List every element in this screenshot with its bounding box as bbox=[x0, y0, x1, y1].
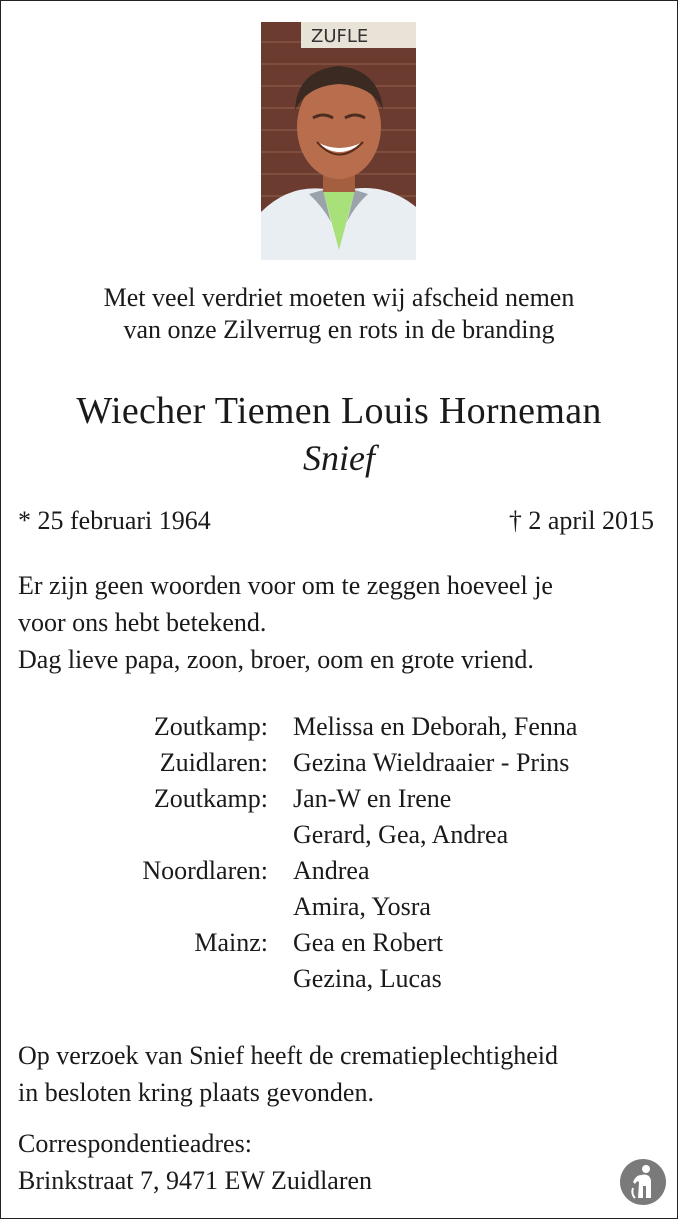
family-row bbox=[0, 784, 678, 820]
message-line-1: Er zijn geen woorden voor om te zeggen hoeveel je bbox=[18, 571, 553, 600]
death-date: † 2 april 2015 bbox=[508, 506, 654, 535]
family-names: Jan-W en Irene bbox=[293, 784, 452, 813]
closing-line-2: in besloten kring plaats gevonden. bbox=[18, 1078, 374, 1107]
closing-line-1: Op verzoek van Snief heeft de crematieplechtigheid bbox=[18, 1041, 558, 1070]
family-place: Zoutkamp: bbox=[153, 712, 268, 741]
memorial-figure-icon bbox=[619, 1158, 667, 1206]
family-names: Andrea bbox=[293, 856, 370, 885]
family-names: Melissa en Deborah, Fenna bbox=[293, 712, 578, 741]
intro-line-1: Met veel verdriet moeten wij afscheid nemen bbox=[103, 283, 575, 312]
family-row bbox=[0, 820, 678, 856]
family-names: Gezina Wieldraaier - Prins bbox=[293, 748, 570, 777]
family-row bbox=[0, 928, 678, 964]
address-label: Correspondentieadres: bbox=[18, 1129, 252, 1158]
family-place: Zoutkamp: bbox=[153, 784, 268, 813]
address-value: Brinkstraat 7, 9471 EW Zuidlaren bbox=[18, 1166, 373, 1195]
family-names: Gerard, Gea, Andrea bbox=[293, 820, 509, 849]
family-row bbox=[0, 856, 678, 892]
family-row bbox=[0, 748, 678, 784]
photo-sign-text: ZUFLE bbox=[311, 26, 369, 47]
portrait-photo bbox=[261, 22, 416, 260]
message-line-3: Dag lieve papa, zoon, broer, oom en grote vriend. bbox=[18, 645, 534, 674]
family-place: Noordlaren: bbox=[142, 856, 268, 885]
message-line-2: voor ons hebt betekend. bbox=[18, 608, 267, 637]
family-list bbox=[0, 712, 678, 1000]
family-row bbox=[0, 712, 678, 748]
family-row bbox=[0, 892, 678, 928]
family-place: Zuidlaren: bbox=[159, 748, 268, 777]
deceased-nickname: Snief bbox=[303, 438, 375, 478]
family-names: Gea en Robert bbox=[293, 928, 444, 957]
intro-line-2: van onze Zilverrug en rots in de branding bbox=[123, 315, 555, 344]
birth-date: * 25 februari 1964 bbox=[18, 506, 211, 535]
deceased-name: Wiecher Tiemen Louis Horneman bbox=[76, 390, 602, 432]
family-row bbox=[0, 964, 678, 1000]
family-names: Gezina, Lucas bbox=[293, 964, 442, 993]
family-place: Mainz: bbox=[194, 928, 268, 957]
family-names: Amira, Yosra bbox=[293, 892, 431, 921]
